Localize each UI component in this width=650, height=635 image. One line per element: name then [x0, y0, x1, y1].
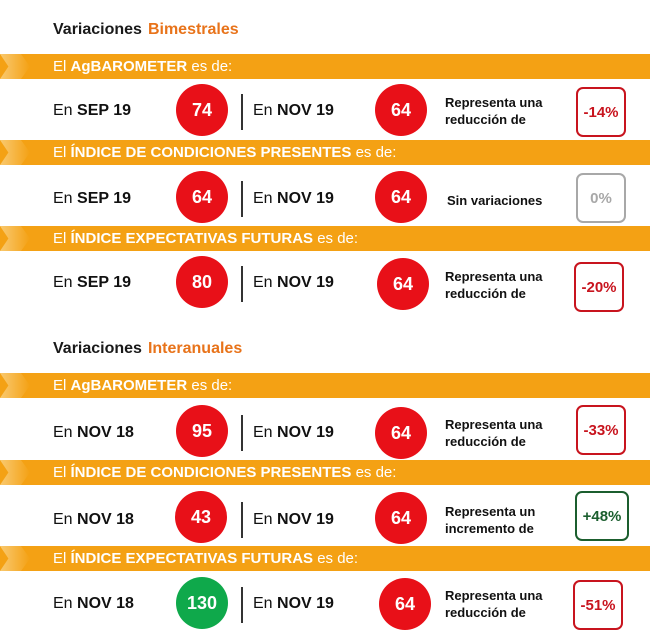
value-circle-1: 95	[176, 405, 228, 457]
chevron-arrow-icon	[0, 226, 30, 251]
section-title-accent: Bimestrales	[147, 21, 239, 38]
index-header-bar	[0, 226, 650, 251]
value-circle-2: 64	[375, 171, 427, 223]
period-label-2: En NOV 19	[253, 511, 334, 528]
index-name: ÍNDICE EXPECTATIVAS FUTURAS	[70, 230, 314, 247]
change-description: Sin variaciones	[447, 193, 543, 208]
divider	[241, 415, 243, 451]
bar-suffix: es de:	[355, 464, 397, 481]
value-circle-2: 64	[375, 407, 427, 459]
bar-suffix: es de:	[355, 144, 397, 161]
chevron-arrow-icon	[0, 140, 30, 165]
change-description: Representa una reducción de	[445, 269, 543, 301]
index-header-bar	[0, 373, 650, 398]
section-title-main: Variaciones	[53, 340, 142, 357]
index-header-bar	[0, 54, 650, 79]
bar-prefix: El	[53, 377, 67, 394]
section-title-interanuales	[53, 340, 242, 358]
bar-prefix: El	[53, 230, 67, 247]
period-label-2: En NOV 19	[253, 595, 334, 612]
bar-suffix: es de:	[191, 58, 233, 75]
bar-prefix: El	[53, 550, 67, 567]
index-name: AgBAROMETER	[70, 377, 188, 394]
divider	[241, 266, 243, 302]
index-header-bar	[0, 460, 650, 485]
divider	[241, 94, 243, 130]
divider	[241, 181, 243, 217]
period-label-2: En NOV 19	[253, 190, 334, 207]
period-label-1: En NOV 18	[53, 424, 134, 441]
divider	[241, 502, 243, 538]
change-description: Representa una reducción de	[445, 588, 543, 620]
period-label-1: En NOV 18	[53, 595, 134, 612]
comparison-row	[0, 402, 650, 462]
change-percentage-badge: -14%	[576, 87, 626, 137]
value-circle-1: 80	[176, 256, 228, 308]
change-percentage-badge: 0%	[576, 173, 626, 223]
section-title-accent: Interanuales	[147, 340, 243, 357]
comparison-row	[0, 82, 650, 142]
bar-prefix: El	[53, 58, 67, 75]
bar-prefix: El	[53, 464, 67, 481]
period-label-1: En SEP 19	[53, 102, 131, 119]
change-description: Representa una reducción de	[445, 95, 543, 127]
bar-suffix: es de:	[191, 377, 233, 394]
value-circle-2: 64	[379, 578, 431, 630]
change-description: Representa una reducción de	[445, 417, 543, 449]
change-percentage-badge: -20%	[574, 262, 624, 312]
bar-suffix: es de:	[317, 550, 359, 567]
value-circle-1: 130	[176, 577, 228, 629]
index-name: ÍNDICE DE CONDICIONES PRESENTES	[70, 464, 352, 481]
comparison-row	[0, 168, 650, 228]
value-circle-2: 64	[377, 258, 429, 310]
period-label-2: En NOV 19	[253, 424, 334, 441]
change-percentage-badge: -33%	[576, 405, 626, 455]
chevron-arrow-icon	[0, 546, 30, 571]
index-name: ÍNDICE EXPECTATIVAS FUTURAS	[70, 550, 314, 567]
comparison-row	[0, 489, 650, 549]
comparison-row	[0, 575, 650, 635]
bar-suffix: es de:	[317, 230, 359, 247]
value-circle-2: 64	[375, 492, 427, 544]
divider	[241, 587, 243, 623]
change-description: Representa un incremento de	[445, 504, 536, 536]
chevron-arrow-icon	[0, 460, 30, 485]
value-circle-1: 43	[175, 491, 227, 543]
change-percentage-badge: +48%	[575, 491, 629, 541]
index-name: AgBAROMETER	[70, 58, 188, 75]
period-label-1: En NOV 18	[53, 511, 134, 528]
section-title-main: Variaciones	[53, 21, 142, 38]
value-circle-1: 64	[176, 171, 228, 223]
index-header-bar	[0, 546, 650, 571]
change-percentage-badge: -51%	[573, 580, 623, 630]
period-label-2: En NOV 19	[253, 274, 334, 291]
period-label-2: En NOV 19	[253, 102, 334, 119]
period-label-1: En SEP 19	[53, 190, 131, 207]
comparison-row	[0, 254, 650, 314]
chevron-arrow-icon	[0, 54, 30, 79]
section-title-bimestrales	[53, 21, 239, 39]
bar-prefix: El	[53, 144, 67, 161]
index-header-bar	[0, 140, 650, 165]
index-name: ÍNDICE DE CONDICIONES PRESENTES	[70, 144, 352, 161]
period-label-1: En SEP 19	[53, 274, 131, 291]
value-circle-2: 64	[375, 84, 427, 136]
chevron-arrow-icon	[0, 373, 30, 398]
value-circle-1: 74	[176, 84, 228, 136]
